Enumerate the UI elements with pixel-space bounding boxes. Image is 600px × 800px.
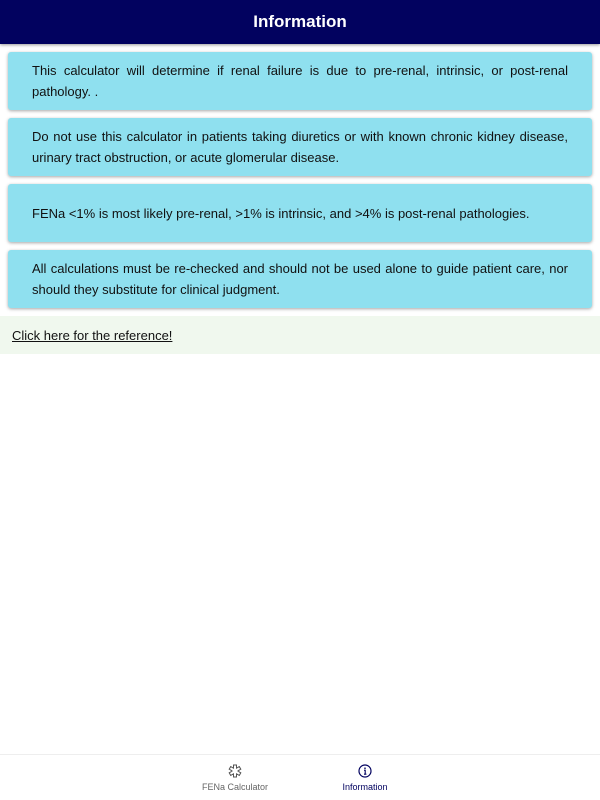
header <box>0 0 600 44</box>
tab-fena-calculator[interactable] <box>170 755 300 800</box>
card-text: FENa <1% is most likely pre-renal, >1% is intrinsic, and >4% is post-renal pathologies. <box>32 205 530 221</box>
info-card <box>8 184 592 242</box>
card-text: Do not use this calculator in patients taking diuretics or with known chronic kidney disease, urinary tract obstruction, or acute glomerular disease. <box>32 129 568 165</box>
reference-link[interactable]: Click here for the reference! <box>12 327 173 343</box>
medical-icon <box>228 764 242 778</box>
card-text: All calculations must be re-checked and should not be used alone to guide patient care, nor should they substitute for clinical judgment. <box>32 261 568 297</box>
info-card <box>8 52 592 110</box>
info-card <box>8 250 592 308</box>
tab-label: FENa Calculator <box>201 781 269 792</box>
reference-row <box>0 316 600 354</box>
tab-bar <box>0 754 600 800</box>
card-text: This calculator will determine if renal failure is due to pre-renal, intrinsic, or post-renal pathology. . <box>32 63 568 99</box>
info-icon <box>358 764 372 778</box>
tab-information[interactable] <box>300 755 430 800</box>
page-title: Information <box>253 12 347 31</box>
info-card <box>8 118 592 176</box>
tab-label: Information <box>342 781 388 792</box>
